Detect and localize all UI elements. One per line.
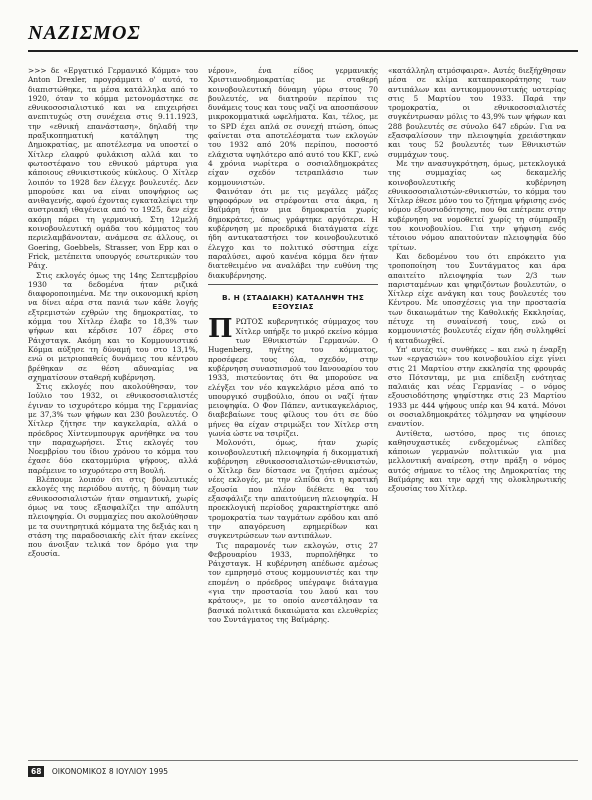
paragraph: Στις εκλογές που ακολούθησαν, τον Ιούλιο του 1932, οι εθνικοσοσιαλιστές έγιναν το ισχυρότερο κόμμα της Γερμανίας με 37,3% των ψήφων και 230 βουλευτές. Ο Χίτλερ ζήτησε την καγκελαρία, αλλά ο πρόεδρος Χίντενμπουργκ αρνήθηκε να του την παραχωρήσει. Στις εκλογές του Νοεμβρίου του ίδιου χρόνου το κόμμα του έχασε δύο εκατομμύρια ψήφους, αλλά παρέμεινε το ισχυρότερο στη Βουλή. xyxy=(28,382,198,475)
footer-rule xyxy=(28,760,578,761)
page-number: 68 xyxy=(28,766,44,777)
drop-cap: Π xyxy=(208,314,233,345)
subsection-heading: Β. Η (ΣΤΑΔΙΑΚΗ) ΚΑΤΑΛΗΨΗ ΤΗΣ ΕΞΟΥΣΙΑΣ xyxy=(221,292,365,312)
paragraph: Υπ' αυτές τις συνθήκες – και ενώ η έναρξη των «εργασιών» του κοινοβουλίου είχε γίνει στις 21 Μαρτίου στην εκκλησία της φρουράς στο Πότσνταμ, με μια επίδειξη ενότητας παλαιάς και νέας Γερμανίας – ο νόμος εξουσιοδότησης ψηφίστηκε στις 23 Μαρτίου 1933 με 444 ψήφους υπέρ και 94 κατά. Μόνοι οι σοσιαλδημοκράτες τόλμησαν να ψηφίσουν εναντίον. xyxy=(388,344,566,429)
paragraph: Τις παραμονές των εκλογών, στις 27 Φεβρουαρίου 1933, πυρπολήθηκε το Ράιχσταγκ. Η κυβέρνηση απέδωσε αμέσως τον εμπρησμό στους κομμουνιστές και την επομένη ο πρόεδρος υπέγραψε διάταγμα «για την προστασία του λαού και του κράτους», με το οποίο ανεστάλησαν τα βασικά πολιτικά δικαιώματα και ελευθερίες του Συντάγματος της Βαϊμάρης. xyxy=(208,540,378,624)
paragraph: Φαινόταν ότι με τις μεγάλες μάζες ψηφοφόρων να στρέφονται στα άκρα, η Βαϊμάρη ήταν μια δημοκρατία χωρίς δημοκράτες, όπως γράφτηκε αργότερα. Η κυβέρνηση με προεδρικά διατάγματα είχε ήδη αντικαταστήσει τον κοινοβουλευτικό έλεγχο και το πολιτικό σύστημα είχε παραλύσει, αφού κανένα κόμμα δεν ήταν διατεθειμένο να αναλάβει την ευθύνη της διακυβέρνησης. xyxy=(208,186,378,280)
paragraph: Αντίθετα, ωστόσο, προς τις όποιες καθησυχαστικές ενδεχομένως ελπίδες κάποιων γερμανών πολιτικών για μια μελλοντική αναίρεση, στην πράξη ο νόμος αυτός σήμανε το τέλος της Δημοκρατίας της Βαϊμάρης και την αρχή της ολοκληρωτικής εξουσίας του Χίτλερ. xyxy=(388,428,566,494)
section-title: ΝΑΖΙΣΜΟΣ xyxy=(28,22,141,44)
paragraph-with-dropcap xyxy=(208,314,378,438)
paragraph: Και δεδομένου του ότι επρόκειτο για τροποποίηση του Συντάγματος και άρα απαιτείτο πλειοψηφία των 2/3 των παρισταμένων και ψηφιζόντων βουλευτών, ο Χίτλερ είχε ανάγκη και τους βουλευτές του Κέντρου. Με υποσχέσεις για την προστασία των δικαιωμάτων της Καθολικής Εκκλησίας, πέτυχε τη συναίνεσή τους, ενώ οι κομμουνιστές βουλευτές είχαν ήδη συλληφθεί ή καταδιωχθεί. xyxy=(388,251,566,345)
column-1 xyxy=(28,66,198,742)
column-2-top-block xyxy=(208,66,378,285)
paragraph: >>> δε «Εργατικό Γερμανικό Κόμμα» του Anton Drexler, προγράμματι ο' αυτό, το διαπιστώθηκε, τα μέσα κατάλληλα από το 1920, όταν το κόμμα μετονομάστηκε σε εθνικοσοσιαλιστικό και να επιχειρήσει ανεπιτυχώς στη συνέχεια στις 9.11.1923, την «εθνική επανάσταση», δηλαδή την πραξικοπηματική κατάληψη της Δημοκρατίας, με αποτέλεσμα να υποστεί ο Χίτλερ ελαφρύ φυλάκιση αλλά και το φωτοστέφανο του εθνικού μάρτυρα για κάποιους εθνικιστικούς κύκλους. Ο Χίτλερ λοιπόν το 1928 δεν έλεγχε βουλευτές. Δεν μπορούσε και να είναι υποψήφιος ως ανιθαγενής, αφού έχοντας εγκαταλείψει την αυστριακή ιθαγένεια από το 1925, δεν είχε ακόμη πάρει τη γερμανική. Στη 12μελή κοινοβουλευτική ομάδα του κόμματος του περιελαμβάνονταν, ανάμεσα σε άλλους, οι Goering, Goebbels, Strasser, von Epp και ο Frick, μετέπειτα υπουργός εσωτερικών του Ράιχ. xyxy=(28,66,198,271)
paragraph: Στις εκλογές όμως της 14ης Σεπτεμβρίου 1930 τα δεδομένα ήταν ριζικά διαφοροποιημένα. Με την οικονομική κρίση να δίνει αέρα στα πανιά των κάθε λογής εξτρεμιστών εχθρών της δημοκρατίας, το κόμμα του Χίτλερ έλαβε το 18,3% των ψήφων και κέρδισε 107 έδρες στο Ράιχσταγκ. Ακόμη και το Κομμουνιστικό Κόμμα αύξησε τη δύναμή του στο 13,1%, ενώ οι μετριοπαθείς δυνάμεις του κέντρου βρέθηκαν σε θέση αδυναμίας να σχηματίσουν σταθερή κυβέρνηση. xyxy=(28,270,198,382)
column-3 xyxy=(388,66,566,742)
header-rule xyxy=(28,50,578,52)
paragraph: νέρου», ένα είδος γερμανικής Χριστιανοδημοκρατίας με σταθερή κοινοβουλευτική δύναμη γύρω στους 70 βουλευτές, να διατηρούν περίπου τις δυνάμεις τους και τους ναζί να αποσπάσουν μικροκομματικά ωφελήματα. Και, τέλος, με το SPD έχει απλά σε συνεχή πτώση, όπως φαίνεται στα αποτελέσματα των εκλογών του 1932 από 20% περίπου, ποσοστό ελάχιστα υψηλότερο από αυτό του ΚΚΓ, ενώ 4 χρόνια νωρίτερα ο σοσιαλδημοκράτες είχαν σχεδόν τετραπλάσιο των κομμουνιστών. xyxy=(208,66,378,187)
column-2 xyxy=(208,66,378,742)
paragraph: Με την ανασυγκρότηση, όμως, μετεκλογικά της συμμαχίας ως δεκαμελής κοινοβουλευτικής κυβέρνηση εθνικοσοσιαλιστών-εθνικιστών, το κόμμα του Χίτλερ έθεσε μόνο του το ζήτημα ψήφισης ενός νόμου εξουσιοδότησης, που θα επέτρεπε στην κυβέρνηση να νομοθετεί χωρίς τη σύμπραξη του κοινοβουλίου. Για την ψήφιση ενός τέτοιου νόμου απαιτούνταν πλειοψηφία δύο τρίτων. xyxy=(388,158,566,252)
page-footer xyxy=(28,766,578,780)
page-header xyxy=(28,22,578,54)
paragraph: Βλέπουμε λοιπόν ότι στις βουλευτικές εκλογές της περιόδου αυτής, η δύναμη των εθνικοσοσιαλιστών ήταν σημαντική, χωρίς όμως να τους εξασφαλίζει την απόλυτη πλειοψηφία. Οι συμμαχίες που ακολούθησαν με τα συντηρητικά κόμματα της δεξιάς και η στάση της παραδοσιακής ελίτ ήταν εκείνες που άνοιξαν τελικά τον δρόμο για την εξουσία. xyxy=(28,475,198,559)
publication-info: ΟΙΚΟΝΟΜΙΚΟΣ 8 ΙΟΥΛΙΟΥ 1995 xyxy=(51,767,169,776)
paragraph: «κατάλληλη ατμόσφαιρα». Αυτές διεξήχθησαν μέσα σε κλίμα καταπρακοράτησης των αντιπάλων και αντικομμουνιστικής υστερίας στις 5 Μαρτίου του 1933. Παρά την τρομοκρατία, οι εθνικοσοσιαλιστές συγκέντρωσαν μόλις το 43,9% των ψήφων και 288 βουλευτές σε σύνολο 647 εδρών. Για να εξασφαλίσουν την πλειοψηφία χρειάστηκαν και τους 52 βουλευτές των Εθνικιστών συμμάχων τους. xyxy=(388,66,566,159)
paragraph-text: ΡΩΤΟΣ κυβερνητικός σύμμαχος του Χίτλερ υπήρξε το μικρό εκείνο κόμμα των Εθνικιστών Γερμανών. Ο Hugenberg, ηγέτης του κόμματος, προσέφερε τους όλα, σχεδόν, στην κυβέρνηση συνασπισμού του Ιανουαρίου του 1933, πιστεύοντας ότι θα μπορούσε να ελέγξει τον νέο καγκελάριο μέσα από το υπουργικό συμβούλιο, όπου οι ναζί ήταν μειοψηφία. Ο Φον Πάπεν, αντικαγκελάριος, διαβεβαίωνε τους φίλους του ότι σε δύο μήνες θα είχαν στριμώξει τον Χίτλερ στη γωνία ώστε να τσιρίζει. xyxy=(208,317,378,438)
paragraph: Μολονότι, όμως, ήταν χωρίς κοινοβουλευτική πλειοψηφία ή δικομματική κυβέρνηση εθνικοσοσιαλιστών-εθνικιστών, ο Χίτλερ δεν δίστασε να ζητήσει αμέσως νέες εκλογές, με την ελπίδα ότι η κρατική εξουσία που πλέον διέθετε θα του εξασφάλιζε την απαιτούμενη πλειοψηφία. Η προεκλογική περίοδος χαρακτηρίστηκε από τρομοκρατία των ταγμάτων εφόδου και από την απαγόρευση εφημερίδων και συγκεντρώσεων των αντιπάλων. xyxy=(208,438,378,541)
